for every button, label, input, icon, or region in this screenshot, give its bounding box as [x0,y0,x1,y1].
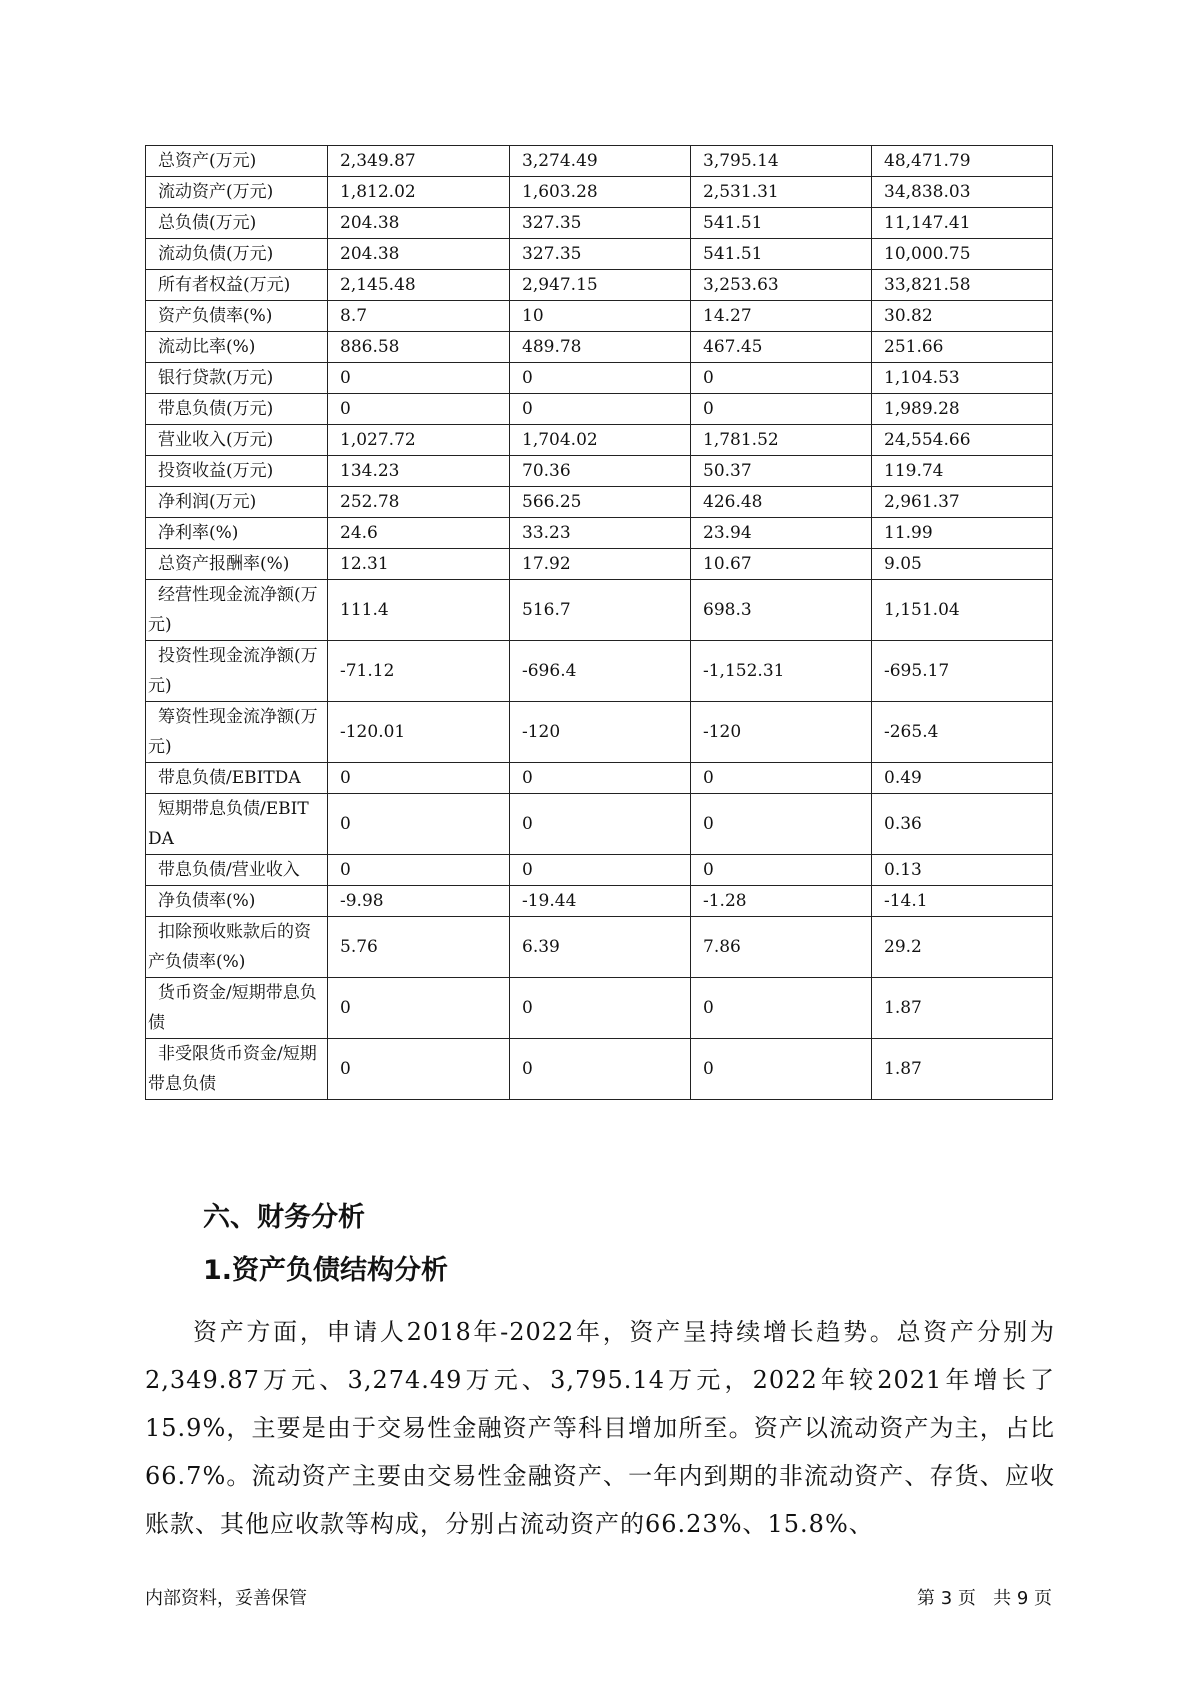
row-label: 投资性现金流净额(万元) [146,641,328,702]
value-cell: 5.76 [328,917,510,978]
value-cell: 566.25 [510,487,691,518]
value-cell: -120 [691,702,872,763]
row-label: 带息负债/EBITDA [146,763,328,794]
row-label: 流动负债(万元) [146,239,328,270]
table-row [146,394,1053,425]
value-cell: 0.49 [872,763,1053,794]
footer-confidential-note: 内部资料，妥善保管 [145,1588,307,1609]
value-cell: 0 [328,1039,510,1100]
value-cell: 9.05 [872,549,1053,580]
row-label: 总负债(万元) [146,208,328,239]
row-label: 资产负债率(%) [146,301,328,332]
row-label: 带息负债(万元) [146,394,328,425]
value-cell: 0 [328,978,510,1039]
value-cell: -120.01 [328,702,510,763]
value-cell: 252.78 [328,487,510,518]
value-cell: 0 [328,763,510,794]
value-cell: 2,145.48 [328,270,510,301]
value-cell: 6.39 [510,917,691,978]
table-row [146,425,1053,456]
value-cell: 0 [691,855,872,886]
value-cell: 70.36 [510,456,691,487]
value-cell: -265.4 [872,702,1053,763]
row-label: 银行贷款(万元) [146,363,328,394]
value-cell: 10.67 [691,549,872,580]
value-cell: 48,471.79 [872,146,1053,177]
row-label: 扣除预收账款后的资产负债率(%) [146,917,328,978]
value-cell: 698.3 [691,580,872,641]
value-cell: 204.38 [328,239,510,270]
value-cell: 327.35 [510,239,691,270]
value-cell: -19.44 [510,886,691,917]
row-label: 所有者权益(万元) [146,270,328,301]
table-row [146,146,1053,177]
table-row [146,177,1053,208]
table-row [146,794,1053,855]
value-cell: -71.12 [328,641,510,702]
value-cell: 1.87 [872,978,1053,1039]
value-cell: 1,704.02 [510,425,691,456]
table-row [146,270,1053,301]
value-cell: 7.86 [691,917,872,978]
table-row [146,1039,1053,1100]
value-cell: -696.4 [510,641,691,702]
value-cell: 14.27 [691,301,872,332]
value-cell: 33.23 [510,518,691,549]
value-cell: -695.17 [872,641,1053,702]
value-cell: 0 [510,1039,691,1100]
value-cell: 12.31 [328,549,510,580]
row-label: 货币资金/短期带息负债 [146,978,328,1039]
value-cell: 3,253.63 [691,270,872,301]
row-label: 总资产报酬率(%) [146,549,328,580]
financial-indicators-table [145,145,1053,1100]
value-cell: -1,152.31 [691,641,872,702]
value-cell: 1,781.52 [691,425,872,456]
value-cell: 1,151.04 [872,580,1053,641]
value-cell: 0 [328,363,510,394]
value-cell: 17.92 [510,549,691,580]
value-cell: 0 [510,763,691,794]
value-cell: 251.66 [872,332,1053,363]
value-cell: 0 [691,1039,872,1100]
value-cell: 204.38 [328,208,510,239]
table-row [146,208,1053,239]
row-label: 流动比率(%) [146,332,328,363]
table-row [146,886,1053,917]
value-cell: 1,989.28 [872,394,1053,425]
table-row [146,332,1053,363]
table-row [146,763,1053,794]
value-cell: 111.4 [328,580,510,641]
value-cell: 34,838.03 [872,177,1053,208]
value-cell: 0.36 [872,794,1053,855]
value-cell: 1,812.02 [328,177,510,208]
value-cell: 0 [510,363,691,394]
value-cell: 10,000.75 [872,239,1053,270]
row-label: 筹资性现金流净额(万元) [146,702,328,763]
value-cell: 10 [510,301,691,332]
value-cell: 2,349.87 [328,146,510,177]
table-row [146,456,1053,487]
financial-table-body [146,146,1053,1100]
table-row [146,917,1053,978]
value-cell: 23.94 [691,518,872,549]
value-cell: 467.45 [691,332,872,363]
row-label: 经营性现金流净额(万元) [146,580,328,641]
value-cell: 327.35 [510,208,691,239]
value-cell: 0 [328,855,510,886]
table-row [146,580,1053,641]
value-cell: -120 [510,702,691,763]
row-label: 净利率(%) [146,518,328,549]
value-cell: 3,795.14 [691,146,872,177]
row-label: 营业收入(万元) [146,425,328,456]
value-cell: 0 [510,794,691,855]
value-cell: 541.51 [691,208,872,239]
table-row [146,641,1053,702]
value-cell: 3,274.49 [510,146,691,177]
value-cell: 119.74 [872,456,1053,487]
value-cell: 11.99 [872,518,1053,549]
row-label: 投资收益(万元) [146,456,328,487]
value-cell: -9.98 [328,886,510,917]
value-cell: 30.82 [872,301,1053,332]
row-label: 净负债率(%) [146,886,328,917]
value-cell: 0 [691,394,872,425]
value-cell: 426.48 [691,487,872,518]
value-cell: 50.37 [691,456,872,487]
value-cell: 24,554.66 [872,425,1053,456]
row-label: 流动资产(万元) [146,177,328,208]
value-cell: 0.13 [872,855,1053,886]
value-cell: 24.6 [328,518,510,549]
subsection-heading: 1.资产负债结构分析 [203,1255,449,1286]
table-row [146,855,1053,886]
value-cell: 134.23 [328,456,510,487]
value-cell: 2,531.31 [691,177,872,208]
row-label: 非受限货币资金/短期带息负债 [146,1039,328,1100]
value-cell: 0 [328,394,510,425]
value-cell: 489.78 [510,332,691,363]
value-cell: 0 [691,978,872,1039]
value-cell: 0 [691,763,872,794]
section-heading: 六、财务分析 [203,1202,365,1233]
row-label: 净利润(万元) [146,487,328,518]
value-cell: 2,961.37 [872,487,1053,518]
table-row [146,549,1053,580]
value-cell: 0 [510,855,691,886]
value-cell: -14.1 [872,886,1053,917]
value-cell: 8.7 [328,301,510,332]
analysis-paragraph: 资产方面，申请人2018年-2022年，资产呈持续增长趋势。总资产分别为2,349.87万元、3,274.49万元、3,795.14万元，2022年较2021年增长了15.9%，主要是由于交易性金融资产等科目增加所至。资产以流动资产为主，占比66.7%。流动资产主要由交易性金融资产、一年内到期的非流动资产、存货、应收账款、其他应收款等构成，分别占流动资产的66.23%、15.8%、 [145,1318,1055,1538]
footer-page-number: 第 3 页 共 9 页 [917,1588,1052,1609]
row-label: 总资产(万元) [146,146,328,177]
row-label: 短期带息负债/EBITDA [146,794,328,855]
table-row [146,978,1053,1039]
value-cell: 1.87 [872,1039,1053,1100]
table-row [146,487,1053,518]
value-cell: 0 [510,978,691,1039]
table-row [146,518,1053,549]
value-cell: 0 [510,394,691,425]
row-label: 带息负债/营业收入 [146,855,328,886]
value-cell: 886.58 [328,332,510,363]
table-row [146,363,1053,394]
value-cell: 0 [328,794,510,855]
value-cell: -1.28 [691,886,872,917]
value-cell: 1,603.28 [510,177,691,208]
value-cell: 29.2 [872,917,1053,978]
value-cell: 0 [691,363,872,394]
value-cell: 516.7 [510,580,691,641]
value-cell: 33,821.58 [872,270,1053,301]
value-cell: 541.51 [691,239,872,270]
table-row [146,702,1053,763]
table-row [146,239,1053,270]
table-row [146,301,1053,332]
value-cell: 11,147.41 [872,208,1053,239]
value-cell: 0 [691,794,872,855]
value-cell: 2,947.15 [510,270,691,301]
value-cell: 1,027.72 [328,425,510,456]
value-cell: 1,104.53 [872,363,1053,394]
